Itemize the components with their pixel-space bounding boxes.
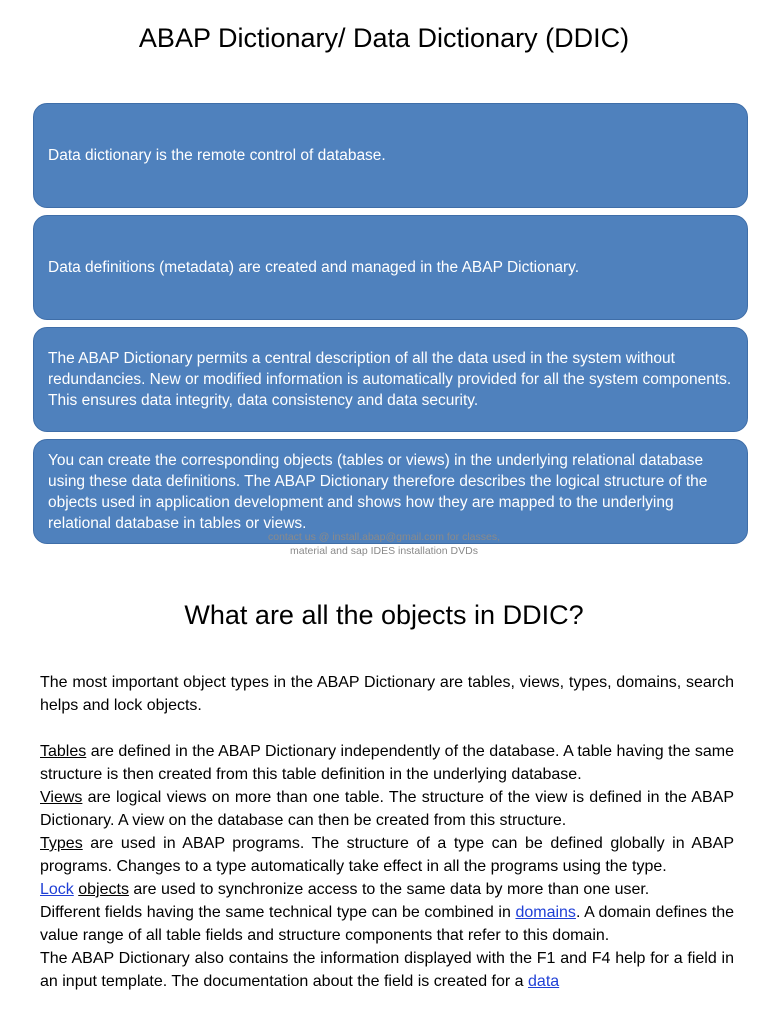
domains-text-after: . A domain defines the value range of all table fields and structure components that refer to this domain.: [40, 904, 734, 944]
data-link[interactable]: data: [528, 973, 560, 990]
lock-objects-text: are used to synchronize access to the same data by more than one user.: [128, 881, 650, 898]
lock-objects-term: objects: [78, 881, 129, 898]
types-text: are used in ABAP programs. The structure of a type can be defined globally in ABAP programs. Changes to a type automatically take effect in all the programs using the type.: [40, 835, 734, 875]
help-paragraph: [40, 947, 734, 993]
help-text: The ABAP Dictionary also contains the information displayed with the F1 and F4 help for a field in an input template. The documentation about the field is created for a: [40, 950, 734, 990]
contact-watermark: contact us @ install.abap@gmail.com for classes, material and sap IDES installation DVDs: [268, 531, 500, 557]
types-paragraph: [40, 832, 734, 878]
lock-link[interactable]: Lock: [40, 881, 74, 898]
domains-text-before: Different fields having the same technical type can be combined in: [40, 904, 516, 921]
tables-term: Tables: [40, 743, 87, 760]
views-term: Views: [40, 789, 83, 806]
info-box-central-description: [33, 327, 748, 432]
tables-paragraph: [40, 740, 734, 786]
info-box-remote-control: [33, 103, 748, 208]
domains-paragraph: [40, 901, 734, 947]
views-text: are logical views on more than one table. The structure of the view is defined in the ABAP Dictionary. A view on the database can then be created from this structure.: [40, 789, 734, 829]
info-box-relational-objects: [33, 439, 748, 544]
domains-link[interactable]: domains: [515, 904, 576, 921]
info-box-text: Data dictionary is the remote control of database.: [48, 147, 386, 164]
info-box-text: Data definitions (metadata) are created and managed in the ABAP Dictionary.: [48, 259, 580, 276]
page-title: ABAP Dictionary/ Data Dictionary (DDIC): [138, 23, 630, 53]
info-box-metadata: [33, 215, 748, 320]
intro-paragraph: The most important object types in the ABAP Dictionary are tables, views, types, domains, search helps and lock objects.: [40, 674, 734, 714]
lock-objects-paragraph: [40, 878, 734, 901]
views-paragraph: [40, 786, 734, 832]
tables-text: are defined in the ABAP Dictionary independently of the database. A table having the same structure is then created from this table definition in the underlying database.: [40, 743, 734, 783]
info-box-text: The ABAP Dictionary permits a central description of all the data used in the system without redundancies. New or modified information is automatically provided for all the system components. This ensures data integrity, data consistency and data security.: [48, 350, 732, 409]
info-box-text: You can create the corresponding objects (tables or views) in the underlying relational database using these data definitions. The ABAP Dictionary therefore describes the logical structure of the objects used in application development and shows how they are mapped to the underlying relational database in tables or views.: [48, 451, 708, 532]
section-title: What are all the objects in DDIC?: [184, 600, 584, 630]
types-term: Types: [40, 835, 83, 852]
body-text: [40, 671, 734, 993]
